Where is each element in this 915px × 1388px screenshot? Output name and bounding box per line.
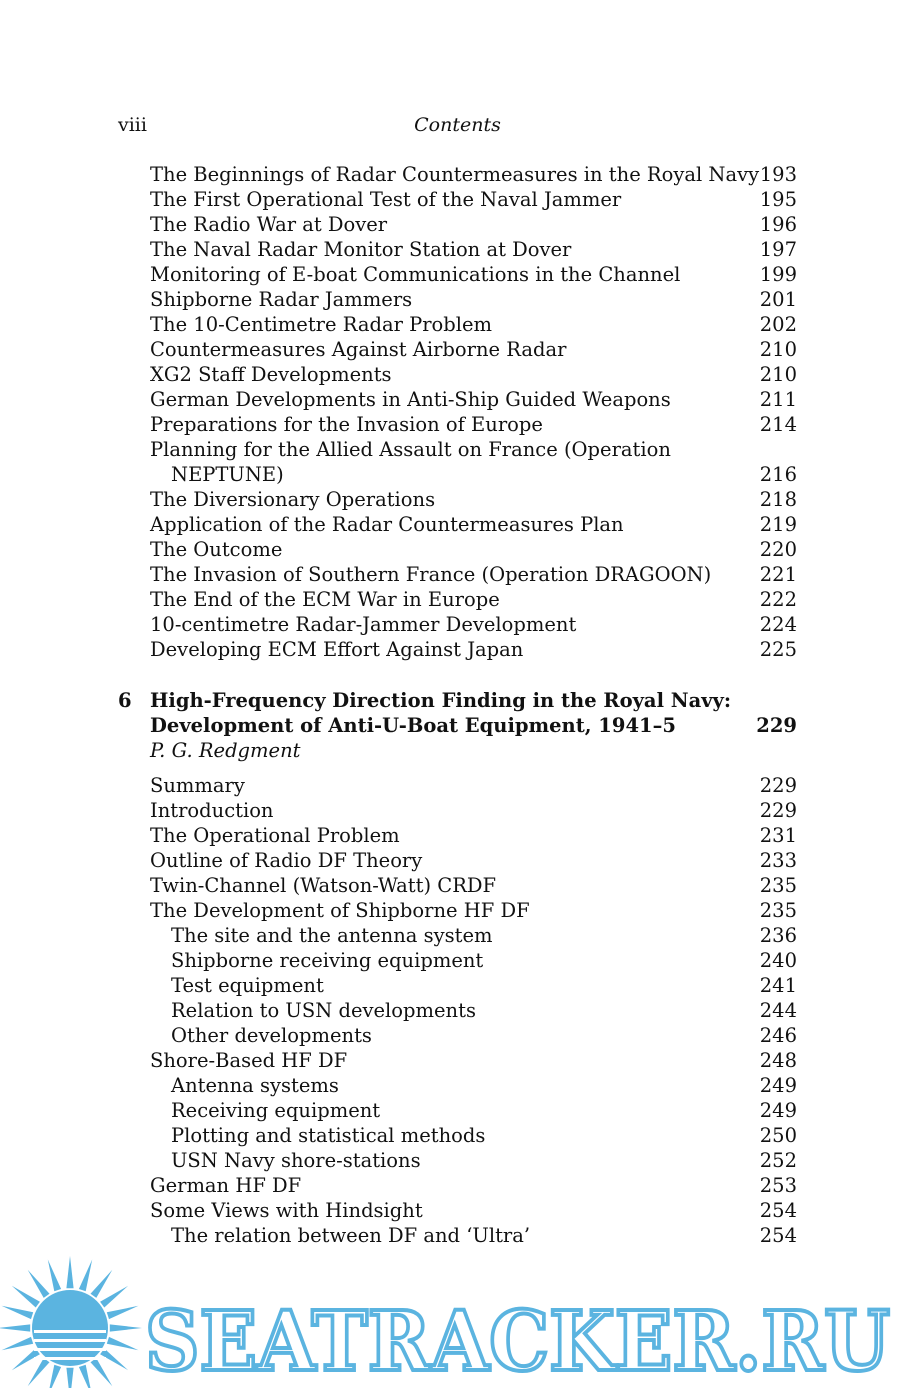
toc-entry xyxy=(0,773,915,798)
toc-entry xyxy=(0,187,915,212)
toc-entry-title: The Outcome xyxy=(150,538,283,561)
toc-entry xyxy=(0,1098,915,1123)
toc-entry-page: 249 xyxy=(759,1099,797,1122)
toc-entry-title: Summary xyxy=(150,774,245,797)
toc-entry xyxy=(0,362,915,387)
toc-entry-page: 196 xyxy=(759,213,797,236)
toc-entry xyxy=(0,1148,915,1173)
toc-entry-page: 235 xyxy=(759,874,797,897)
toc-entry xyxy=(0,873,915,898)
toc-entry-title: USN Navy shore-stations xyxy=(171,1149,421,1172)
toc-entry xyxy=(0,1198,915,1223)
toc-entry xyxy=(0,337,915,362)
toc-entry xyxy=(0,798,915,823)
toc-entry-page: 193 xyxy=(759,163,797,186)
sun-ray xyxy=(0,1324,30,1331)
sun-ray xyxy=(48,1365,61,1388)
sun-ray xyxy=(110,1324,142,1331)
toc-entry-page: 225 xyxy=(759,638,797,661)
page-folio: viii xyxy=(118,114,147,136)
toc-entry xyxy=(0,973,915,998)
toc-entry-title: German Developments in Anti-Ship Guided Weapons xyxy=(150,388,671,411)
toc-entry-page: 218 xyxy=(759,488,797,511)
toc-entry-page: 240 xyxy=(759,949,797,972)
toc-entry xyxy=(0,312,915,337)
sun-ray xyxy=(107,1337,139,1350)
toc-entry xyxy=(0,848,915,873)
toc-entry xyxy=(0,1123,915,1148)
toc-entry-page: 214 xyxy=(759,413,797,436)
toc-entry-page: 248 xyxy=(759,1049,797,1072)
toc-entry-title: Introduction xyxy=(150,799,274,822)
sun-icon xyxy=(0,1256,142,1388)
toc-entry-title: Planning for the Allied Assault on France (Operation xyxy=(150,438,671,461)
sun-ray xyxy=(66,1368,73,1388)
toc-entry xyxy=(0,262,915,287)
sun-disc xyxy=(32,1290,108,1366)
toc-entry xyxy=(0,1073,915,1098)
toc-entry-title: The Diversionary Operations xyxy=(150,488,436,511)
toc-entry-page: 229 xyxy=(759,774,797,797)
toc-entry-page: 197 xyxy=(759,238,797,261)
toc-entry-title: Relation to USN developments xyxy=(171,999,476,1022)
toc-entry-page: 211 xyxy=(759,388,797,411)
toc-entry-title: XG2 Staff Developments xyxy=(150,363,392,386)
toc-entry-page: 199 xyxy=(759,263,797,286)
toc-entry-title: The Development of Shipborne HF DF xyxy=(150,899,530,922)
toc-entry xyxy=(0,537,915,562)
toc-entry-title: Shore-Based HF DF xyxy=(150,1049,348,1072)
sun-ray xyxy=(107,1306,139,1319)
sun-ray xyxy=(2,1337,34,1350)
toc-entry xyxy=(0,462,915,487)
toc-entry xyxy=(0,1048,915,1073)
toc-entry-page: 253 xyxy=(759,1174,797,1197)
toc-entry xyxy=(0,823,915,848)
toc-entry xyxy=(0,512,915,537)
toc-entry-title: The End of the ECM War in Europe xyxy=(150,588,500,611)
toc-entry-title: Preparations for the Invasion of Europe xyxy=(150,413,543,436)
sun-ray xyxy=(48,1260,61,1292)
sun-ray xyxy=(79,1365,92,1388)
toc-entry-title: Antenna systems xyxy=(171,1074,339,1097)
toc-entry xyxy=(0,923,915,948)
sun-ray xyxy=(79,1260,92,1292)
toc-entry-page: 233 xyxy=(759,849,797,872)
toc-entry-page: 254 xyxy=(759,1199,797,1222)
toc-entry xyxy=(0,998,915,1023)
toc-entry-page: 221 xyxy=(759,563,797,586)
toc-entry-title: The Beginnings of Radar Countermeasures in the Royal Navy xyxy=(150,163,760,186)
toc-entry xyxy=(0,437,915,462)
toc-entry-title: The 10-Centimetre Radar Problem xyxy=(150,313,493,336)
toc-entry-page: 219 xyxy=(759,513,797,536)
toc-entry-title: The First Operational Test of the Naval Jammer xyxy=(150,188,622,211)
sun-stripe xyxy=(34,1330,106,1333)
toc-entry xyxy=(0,212,915,237)
running-title: Contents xyxy=(414,114,501,136)
sun-ray xyxy=(100,1286,128,1308)
toc-entry-title: Developing ECM Effort Against Japan xyxy=(150,638,524,661)
toc-entry xyxy=(0,1023,915,1048)
toc-entry xyxy=(0,637,915,662)
toc-entry-page: 249 xyxy=(759,1074,797,1097)
toc-entry xyxy=(0,1223,915,1248)
toc-entry-title: Shipborne Radar Jammers xyxy=(150,288,413,311)
toc-entry-page: 210 xyxy=(759,363,797,386)
toc-entry-page: 210 xyxy=(759,338,797,361)
toc-entry xyxy=(0,948,915,973)
toc-entry xyxy=(0,1173,915,1198)
toc-entry-page: 231 xyxy=(759,824,797,847)
page-header xyxy=(0,112,915,138)
toc-entry-page: 252 xyxy=(759,1149,797,1172)
toc-entry-page: 216 xyxy=(759,463,797,486)
sun-stripe xyxy=(34,1348,106,1351)
sun-ray xyxy=(91,1358,113,1386)
toc-entry xyxy=(0,562,915,587)
toc-entry-title: Test equipment xyxy=(171,974,324,997)
toc-entry xyxy=(0,487,915,512)
sun-ray xyxy=(66,1256,73,1288)
chapter-title-line1: High-Frequency Direction Finding in the Royal Navy: xyxy=(150,689,732,712)
sun-stripe xyxy=(34,1339,106,1342)
toc-entry-title: NEPTUNE) xyxy=(171,463,284,486)
toc-entry-page: 244 xyxy=(759,999,797,1022)
toc-entry-page: 254 xyxy=(759,1224,797,1247)
toc-entry-page: 220 xyxy=(759,538,797,561)
toc-entry-title: Some Views with Hindsight xyxy=(150,1199,423,1222)
toc-entry-title: The relation between DF and ‘Ultra’ xyxy=(171,1224,531,1247)
sun-ray xyxy=(91,1270,113,1298)
toc-entry-title: Outline of Radio DF Theory xyxy=(150,849,423,872)
toc-entry-title: Shipborne receiving equipment xyxy=(171,949,484,972)
toc-entry-page: 202 xyxy=(759,313,797,336)
toc-entry xyxy=(0,612,915,637)
toc-entry-title: The Naval Radar Monitor Station at Dover xyxy=(150,238,572,261)
chapter-number: 6 xyxy=(118,689,132,712)
chapter-title-line2: Development of Anti-U-Boat Equipment, 1941–5 xyxy=(150,714,676,737)
toc-entry xyxy=(0,898,915,923)
chapter-author: P. G. Redgment xyxy=(150,739,301,762)
toc-entry xyxy=(0,162,915,187)
toc-entry-title: Application of the Radar Countermeasures Plan xyxy=(150,513,624,536)
toc-entry-title: The Operational Problem xyxy=(150,824,400,847)
toc-entry-title: 10-centimetre Radar-Jammer Development xyxy=(150,613,577,636)
toc-entry-title: Countermeasures Against Airborne Radar xyxy=(150,338,567,361)
toc-entry xyxy=(0,412,915,437)
toc-entry xyxy=(0,237,915,262)
chapter-page: 229 xyxy=(756,714,797,737)
sun-ray xyxy=(12,1286,40,1308)
sun-ray xyxy=(28,1358,50,1386)
toc-entry-page: 250 xyxy=(759,1124,797,1147)
toc-entry-page: 222 xyxy=(759,588,797,611)
toc-entry-title: The Invasion of Southern France (Operation DRAGOON) xyxy=(150,563,712,586)
toc-entry-title: Receiving equipment xyxy=(171,1099,381,1122)
toc-entry xyxy=(0,287,915,312)
toc-entry-page: 201 xyxy=(759,288,797,311)
watermark-text: SEATRACKER.RU xyxy=(145,1294,890,1388)
sun-stripe xyxy=(34,1357,106,1360)
toc-entry-page: 224 xyxy=(759,613,797,636)
toc-entry-page: 236 xyxy=(759,924,797,947)
sun-ray xyxy=(28,1270,50,1298)
toc-entry-page: 246 xyxy=(759,1024,797,1047)
toc-entry-title: Twin-Channel (Watson-Watt) CRDF xyxy=(150,874,497,897)
toc-entry-page: 235 xyxy=(759,899,797,922)
toc-entry-title: Plotting and statistical methods xyxy=(171,1124,486,1147)
toc-entry-page: 229 xyxy=(759,799,797,822)
toc-entry xyxy=(0,387,915,412)
toc-entry-page: 195 xyxy=(759,188,797,211)
toc-entry-title: The Radio War at Dover xyxy=(150,213,388,236)
toc-entry-title: Other developments xyxy=(171,1024,372,1047)
toc-entry-title: The site and the antenna system xyxy=(171,924,493,947)
toc-entry-page: 241 xyxy=(759,974,797,997)
toc-entry-title: Monitoring of E-boat Communications in the Channel xyxy=(150,263,681,286)
sun-ray xyxy=(2,1306,34,1319)
watermark xyxy=(0,1250,915,1388)
toc-entry xyxy=(0,587,915,612)
toc-entry-title: German HF DF xyxy=(150,1174,302,1197)
